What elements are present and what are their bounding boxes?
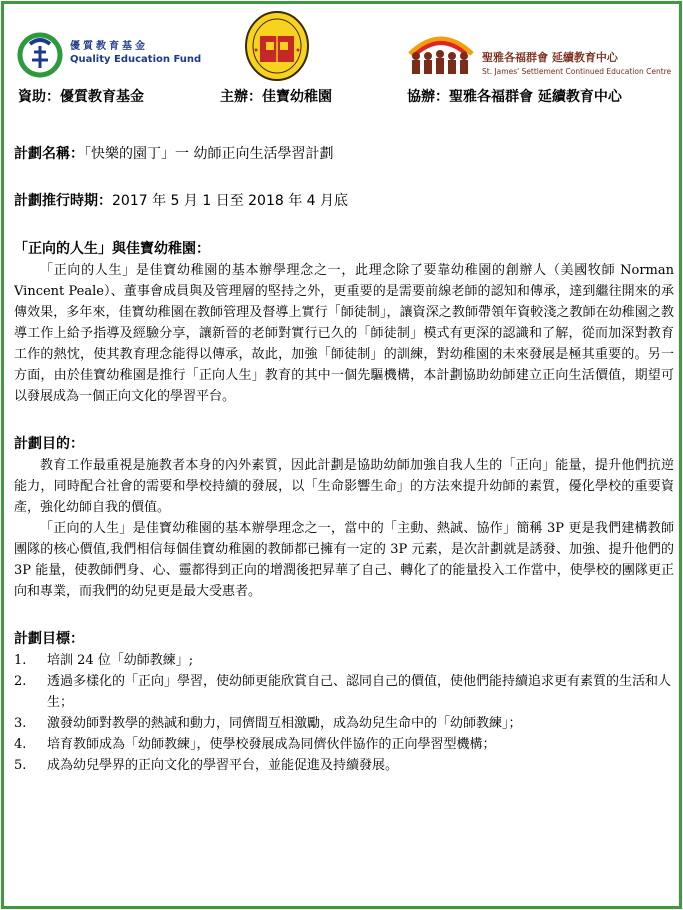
project-period-label: 計劃推行時期： bbox=[14, 193, 112, 209]
document-body bbox=[14, 144, 674, 776]
section-goals-heading: 計劃目標： bbox=[14, 631, 84, 647]
project-period-value: 2017 年 5 月 1 日至 2018 年 4 月底 bbox=[112, 193, 349, 209]
organizer-caption: 主辦：佳寶幼稚園 bbox=[220, 89, 332, 105]
project-name-value: 「快樂的園丁」一 幼師正向生活學習計劃 bbox=[84, 146, 334, 162]
st-james-logo-icon bbox=[406, 28, 476, 78]
list-item bbox=[14, 650, 674, 671]
goal-text: 培育教師成為「幼師教練」，使學校發展成為同儕伙伴協作的正向學習型機構； bbox=[47, 737, 496, 752]
goal-text: 培訓 24 位「幼師教練」; bbox=[47, 653, 194, 668]
list-item bbox=[14, 734, 674, 755]
section-purpose-paragraph-2: 「正向的人生」是佳寶幼稚園的基本辦學理念之一，當中的「主動、熱誠、協作」簡稱 3P 更是我們建構教師團隊的核心價值,我們相信每個佳寶幼稚園的教師都已擁有一定的 3P 元素，是次計劃就是誘發、加強、提升他們的 3P 能量，使教師們身、心、靈都得到正向的增潤後把昇華了自己、轉化了的能量投入工作當中，使學校的團隊更正向和專業，而我們的幼兒更是最大受惠者。 bbox=[14, 521, 674, 599]
st-james-chinese-name: 聖雅各福群會 延續教育中心 bbox=[482, 51, 618, 64]
header-logos bbox=[4, 4, 679, 119]
goal-text: 成為幼兒學界的正向文化的學習平台，並能促進及持續發展。 bbox=[47, 758, 399, 773]
goal-number: 2. bbox=[14, 674, 27, 689]
page-frame bbox=[1, 1, 682, 909]
list-item bbox=[14, 755, 674, 776]
section-purpose-paragraph-1: 教育工作最重視是施教者本身的內外素質，因此計劃是協助幼師加強自我人生的「正向」能量，提升他們抗逆能力，同時配合社會的需要和學校持續的發展，以「生命影響生命」的方法來提升幼師的素質，優化學校的重要資產，強化幼師自我的價值。 bbox=[14, 458, 674, 515]
goal-number: 3. bbox=[14, 716, 27, 731]
goal-number: 5. bbox=[14, 758, 27, 773]
qef-chinese-name: 優質教育基金 bbox=[70, 41, 148, 52]
st-james-english-name: St. James' Settlement Continued Education Centre bbox=[482, 67, 672, 76]
section-positive-life-heading: 「正向的人生」與佳寶幼稚園： bbox=[14, 241, 210, 257]
project-name-label: 計劃名稱： bbox=[14, 146, 84, 162]
kindergarten-badge-icon bbox=[244, 10, 310, 82]
section-positive-life-paragraph: 「正向的人生」是佳寶幼稚園的基本辦學理念之一，此理念除了要靠幼稚園的創辦人（美國牧師 Norman Vincent Peale）、董事會成員與及管理層的堅持之外，更重要的是需要前線老師的認知和傳承，達到繼往開來的承傳效果，多年來，佳寶幼稚園在教師管理及督導上實行「師徒制」，讓資深之教師帶領年資較淺之教師在幼稚園之教導工作上給予指導及經驗分享，讓新晉的老師對實行已久的「師徒制」模式有更深的認識和了解，從而加深對教育工作的熱忱，使其教育理念能得以傳承，故此，加強「師徒制」的訓練，對幼稚園的未來發展是極其重要的。另一方面，由於佳寶幼稚園是推行「正向人生」教育的其中一個先驅機構，本計劃協助幼師建立正向生活價值，期望可以發展成為一個正向文化的學習平台。 bbox=[14, 263, 674, 404]
project-period-line bbox=[14, 191, 674, 212]
list-item bbox=[14, 671, 674, 713]
goals-list bbox=[14, 650, 674, 776]
qef-english-name: Quality Education Fund bbox=[70, 54, 202, 65]
list-item bbox=[14, 713, 674, 734]
project-name-line bbox=[14, 144, 674, 165]
goal-number: 4. bbox=[14, 737, 27, 752]
co-organizer-caption: 協辦：聖雅各福群會 延續教育中心 bbox=[407, 89, 622, 105]
goal-number: 1. bbox=[14, 653, 27, 668]
section-purpose-heading: 計劃目的： bbox=[14, 436, 84, 452]
goal-text: 透過多樣化的「正向」學習，使幼師更能欣賞自己、認同自己的價值，使他們能持續追求更有素質的生活和人生； bbox=[47, 674, 672, 710]
sponsor-caption: 資助：優質教育基金 bbox=[18, 89, 144, 105]
goal-text: 激發幼師對教學的熱誠和動力，同儕間互相激勵，成為幼兒生命中的「幼師教練」； bbox=[47, 716, 522, 731]
